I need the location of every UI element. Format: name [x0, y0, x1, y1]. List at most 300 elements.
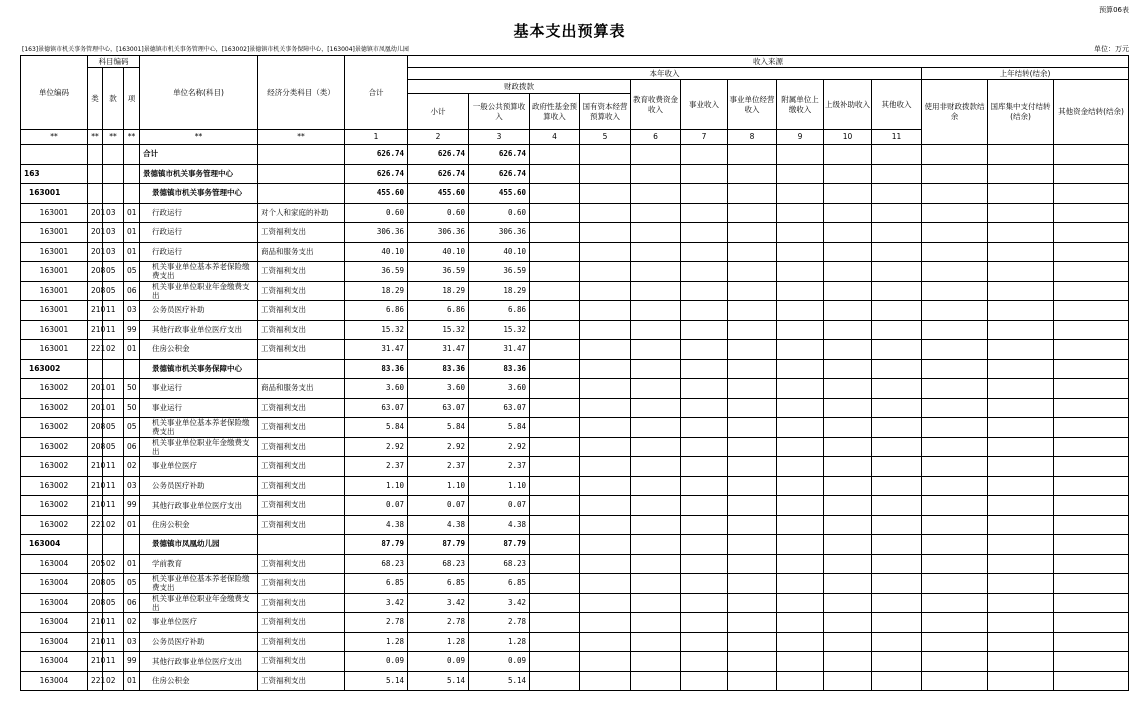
- cell-empty: [872, 632, 922, 652]
- cell-empty: [631, 535, 681, 555]
- cell-econ-class: 工资福利支出: [258, 437, 345, 457]
- cell-empty: [872, 418, 922, 438]
- cell-empty: [681, 281, 728, 301]
- cell-empty: [1054, 379, 1129, 399]
- cell-subtotal: 83.36: [408, 359, 469, 379]
- cell-empty: [824, 184, 872, 204]
- cell-empty: [681, 164, 728, 184]
- cell-unit-name: 其他行政事业单位医疗支出: [140, 320, 258, 340]
- cell-empty: [681, 535, 728, 555]
- cell-empty: [824, 242, 872, 262]
- cell-kuan: 05: [103, 281, 124, 301]
- cell-empty: [681, 613, 728, 633]
- cell-kuan: 02: [103, 340, 124, 360]
- cell-empty: [681, 340, 728, 360]
- cell-unit-name: 合计: [140, 145, 258, 165]
- budget-table: [20, 55, 1129, 691]
- cell-empty: [728, 242, 777, 262]
- cell-empty: [530, 359, 580, 379]
- cell-empty: [728, 340, 777, 360]
- cell-subtotal: 5.14: [408, 671, 469, 691]
- cell-unit-code: 163004: [21, 652, 88, 672]
- cell-empty: [872, 437, 922, 457]
- cell-empty: [872, 340, 922, 360]
- cell-econ-class: 商品和服务支出: [258, 379, 345, 399]
- cell-econ-class: 工资福利支出: [258, 574, 345, 594]
- cell-empty: [681, 359, 728, 379]
- cell-empty: [777, 398, 824, 418]
- cell-empty: [530, 652, 580, 672]
- cell-empty: [1054, 145, 1129, 165]
- page-title: 基本支出预算表: [513, 22, 626, 40]
- cell-empty: [777, 593, 824, 613]
- cell-empty: [580, 379, 631, 399]
- cell-empty: [530, 671, 580, 691]
- cell-empty: [728, 632, 777, 652]
- cell-empty: [777, 437, 824, 457]
- cell-subtotal: 3.60: [408, 379, 469, 399]
- cell-unit-code: 163002: [21, 379, 88, 399]
- cell-kuan: 01: [103, 398, 124, 418]
- cell-empty: [922, 223, 988, 243]
- cell-empty: [728, 281, 777, 301]
- hdr-unit-name: 单位名称(科目): [140, 56, 258, 130]
- hdr-unit-code: 单位编码: [21, 56, 88, 130]
- cell-kuan: 11: [103, 496, 124, 516]
- table-row: [21, 281, 1129, 301]
- cell-empty: [631, 554, 681, 574]
- cell-econ-class: [258, 535, 345, 555]
- table-body: [21, 145, 1129, 691]
- table-row: [21, 184, 1129, 204]
- cell-empty: [988, 418, 1054, 438]
- cell-empty: [777, 164, 824, 184]
- cell-econ-class: [258, 145, 345, 165]
- cell-empty: [631, 574, 681, 594]
- cell-empty: [728, 593, 777, 613]
- cell-empty: [872, 398, 922, 418]
- cell-empty: [988, 320, 1054, 340]
- cell-total: 626.74: [345, 164, 408, 184]
- cell-unit-name: 公务员医疗补助: [140, 476, 258, 496]
- cell-empty: [530, 262, 580, 282]
- cell-empty: [872, 574, 922, 594]
- cell-empty: [872, 301, 922, 321]
- table-row: [21, 320, 1129, 340]
- cell-empty: [824, 145, 872, 165]
- cell-empty: [988, 164, 1054, 184]
- cell-empty: [530, 340, 580, 360]
- cell-total: 626.74: [345, 145, 408, 165]
- cell-total: 0.60: [345, 203, 408, 223]
- cell-empty: [681, 652, 728, 672]
- cell-empty: [728, 223, 777, 243]
- cell-empty: [530, 320, 580, 340]
- cell-kuan: 11: [103, 613, 124, 633]
- cell-empty: [580, 535, 631, 555]
- cell-empty: [681, 320, 728, 340]
- unit-label: 单位：万元: [1094, 45, 1129, 53]
- cell-empty: [824, 632, 872, 652]
- cell-xiang: [124, 164, 140, 184]
- cell-unit-name: 事业单位医疗: [140, 457, 258, 477]
- cell-empty: [824, 223, 872, 243]
- cell-unit-code: 163001: [21, 301, 88, 321]
- cell-subtotal: 2.78: [408, 613, 469, 633]
- cell-empty: [777, 203, 824, 223]
- cell-empty: [631, 398, 681, 418]
- cell-lei: 210: [88, 632, 103, 652]
- index-cell: **: [140, 130, 258, 145]
- cell-empty: [580, 476, 631, 496]
- cell-empty: [922, 262, 988, 282]
- cell-empty: [824, 671, 872, 691]
- cell-unit-code: 163002: [21, 476, 88, 496]
- cell-subtotal: 87.79: [408, 535, 469, 555]
- index-cell: **: [258, 130, 345, 145]
- cell-subtotal: 306.36: [408, 223, 469, 243]
- cell-empty: [872, 223, 922, 243]
- cell-unit-code: 163004: [21, 535, 88, 555]
- cell-empty: [631, 496, 681, 516]
- cell-unit-code: 163001: [21, 242, 88, 262]
- cell-empty: [580, 496, 631, 516]
- index-cell: **: [88, 130, 103, 145]
- cell-econ-class: 工资福利支出: [258, 340, 345, 360]
- cell-empty: [631, 203, 681, 223]
- cell-lei: 201: [88, 242, 103, 262]
- cell-empty: [922, 242, 988, 262]
- cell-empty: [580, 652, 631, 672]
- cell-unit-name: 景德镇市机关事务保障中心: [140, 359, 258, 379]
- cell-empty: [922, 437, 988, 457]
- cell-empty: [530, 496, 580, 516]
- cell-subtotal: 626.74: [408, 164, 469, 184]
- cell-subtotal: 6.86: [408, 301, 469, 321]
- cell-total: 83.36: [345, 359, 408, 379]
- table-row: [21, 379, 1129, 399]
- cell-xiang: [124, 535, 140, 555]
- cell-unit-name: 住房公积金: [140, 340, 258, 360]
- cell-total: 18.29: [345, 281, 408, 301]
- cell-empty: [530, 515, 580, 535]
- cell-lei: 208: [88, 418, 103, 438]
- cell-empty: [824, 301, 872, 321]
- form-number: 预算06表: [1099, 6, 1129, 14]
- cell-total: 5.14: [345, 671, 408, 691]
- cell-empty: [1054, 359, 1129, 379]
- cell-empty: [872, 457, 922, 477]
- cell-empty: [777, 574, 824, 594]
- cell-empty: [922, 418, 988, 438]
- cell-empty: [1054, 574, 1129, 594]
- table-row: [21, 223, 1129, 243]
- cell-xiang: 01: [124, 671, 140, 691]
- cell-empty: [988, 593, 1054, 613]
- cell-empty: [824, 379, 872, 399]
- hdr-income-source: 收入来源: [408, 56, 1129, 68]
- cell-empty: [922, 359, 988, 379]
- cell-unit-code: 163004: [21, 632, 88, 652]
- table-row: [21, 418, 1129, 438]
- index-cell: 10: [824, 130, 872, 145]
- cell-empty: [777, 457, 824, 477]
- cell-unit-name: 机关事业单位基本养老保险缴费支出: [140, 418, 258, 438]
- cell-empty: [631, 671, 681, 691]
- cell-total: 63.07: [345, 398, 408, 418]
- cell-empty: [777, 476, 824, 496]
- cell-empty: [580, 262, 631, 282]
- cell-lei: 208: [88, 593, 103, 613]
- hdr-sub-unit: 附属单位上缴收入: [777, 80, 824, 130]
- cell-unit-name: 机关事业单位基本养老保险缴费支出: [140, 262, 258, 282]
- table-row: [21, 359, 1129, 379]
- cell-total: 68.23: [345, 554, 408, 574]
- cell-general-budget: 6.86: [469, 301, 530, 321]
- cell-total: 2.92: [345, 437, 408, 457]
- cell-empty: [530, 379, 580, 399]
- cell-empty: [728, 496, 777, 516]
- cell-subtotal: 15.32: [408, 320, 469, 340]
- cell-empty: [681, 671, 728, 691]
- cell-total: 0.07: [345, 496, 408, 516]
- cell-lei: 210: [88, 652, 103, 672]
- cell-empty: [681, 515, 728, 535]
- cell-empty: [988, 476, 1054, 496]
- hdr-last-year: 上年结转(结余): [922, 68, 1129, 80]
- cell-empty: [824, 437, 872, 457]
- cell-empty: [580, 437, 631, 457]
- cell-empty: [777, 554, 824, 574]
- hdr-fiscal: 财政拨款: [408, 80, 631, 94]
- cell-empty: [530, 203, 580, 223]
- cell-empty: [1054, 398, 1129, 418]
- cell-empty: [988, 281, 1054, 301]
- cell-empty: [824, 535, 872, 555]
- table-row: [21, 164, 1129, 184]
- cell-empty: [777, 184, 824, 204]
- cell-xiang: 03: [124, 476, 140, 496]
- cell-empty: [777, 652, 824, 672]
- cell-empty: [872, 613, 922, 633]
- index-cell: 4: [530, 130, 580, 145]
- cell-empty: [530, 281, 580, 301]
- cell-empty: [777, 379, 824, 399]
- cell-empty: [1054, 320, 1129, 340]
- cell-econ-class: 工资福利支出: [258, 652, 345, 672]
- cell-lei: 210: [88, 476, 103, 496]
- table-row: [21, 535, 1129, 555]
- cell-empty: [681, 574, 728, 594]
- cell-xiang: 06: [124, 593, 140, 613]
- cell-econ-class: 商品和服务支出: [258, 242, 345, 262]
- cell-kuan: 11: [103, 301, 124, 321]
- cell-empty: [988, 554, 1054, 574]
- cell-empty: [580, 281, 631, 301]
- cell-xiang: [124, 145, 140, 165]
- cell-subtotal: 1.28: [408, 632, 469, 652]
- cell-lei: 201: [88, 379, 103, 399]
- table-row: [21, 554, 1129, 574]
- cell-empty: [922, 476, 988, 496]
- cell-empty: [824, 515, 872, 535]
- cell-kuan: [103, 359, 124, 379]
- hdr-treasury-carry: 国库集中支付结转(结余): [988, 80, 1054, 145]
- cell-empty: [872, 145, 922, 165]
- cell-empty: [777, 359, 824, 379]
- cell-subtotal: 455.60: [408, 184, 469, 204]
- cell-empty: [1054, 164, 1129, 184]
- cell-empty: [988, 437, 1054, 457]
- cell-unit-name: 行政运行: [140, 223, 258, 243]
- cell-empty: [728, 671, 777, 691]
- cell-empty: [1054, 476, 1129, 496]
- cell-kuan: 11: [103, 476, 124, 496]
- cell-empty: [580, 320, 631, 340]
- index-cell: 7: [681, 130, 728, 145]
- cell-empty: [922, 301, 988, 321]
- cell-subtotal: 1.10: [408, 476, 469, 496]
- cell-empty: [580, 457, 631, 477]
- cell-unit-name: 机关事业单位职业年金缴费支出: [140, 437, 258, 457]
- cell-unit-code: 163004: [21, 574, 88, 594]
- cell-empty: [872, 496, 922, 516]
- cell-empty: [1054, 262, 1129, 282]
- cell-xiang: 01: [124, 340, 140, 360]
- cell-empty: [922, 613, 988, 633]
- hdr-lei: 类: [88, 68, 103, 130]
- cell-econ-class: 工资福利支出: [258, 301, 345, 321]
- cell-empty: [580, 359, 631, 379]
- cell-empty: [728, 184, 777, 204]
- cell-general-budget: 626.74: [469, 145, 530, 165]
- cell-empty: [580, 418, 631, 438]
- cell-unit-code: 163002: [21, 398, 88, 418]
- cell-lei: [88, 359, 103, 379]
- cell-lei: 208: [88, 437, 103, 457]
- cell-xiang: 01: [124, 223, 140, 243]
- cell-unit-name: 机关事业单位职业年金缴费支出: [140, 281, 258, 301]
- cell-empty: [631, 437, 681, 457]
- cell-total: 1.28: [345, 632, 408, 652]
- cell-empty: [988, 535, 1054, 555]
- cell-general-budget: 626.74: [469, 164, 530, 184]
- cell-empty: [777, 281, 824, 301]
- cell-empty: [1054, 203, 1129, 223]
- cell-empty: [681, 145, 728, 165]
- cell-general-budget: 4.38: [469, 515, 530, 535]
- units-description: [163]景德镇市机关事务管理中心，[163001]景德镇市机关事务管理中心，[163002]景德镇市机关事务保障中心，[163004]景德镇市凤凰幼儿园: [22, 46, 409, 53]
- cell-empty: [530, 535, 580, 555]
- cell-empty: [988, 671, 1054, 691]
- cell-general-budget: 1.28: [469, 632, 530, 652]
- hdr-biz-operating: 事业单位经营收入: [728, 80, 777, 130]
- cell-kuan: 02: [103, 515, 124, 535]
- cell-subtotal: 63.07: [408, 398, 469, 418]
- cell-empty: [580, 593, 631, 613]
- cell-empty: [824, 398, 872, 418]
- cell-general-budget: 2.37: [469, 457, 530, 477]
- cell-xiang: 05: [124, 418, 140, 438]
- hdr-total: 合计: [345, 56, 408, 130]
- cell-general-budget: 15.32: [469, 320, 530, 340]
- cell-unit-code: 163: [21, 164, 88, 184]
- cell-empty: [681, 457, 728, 477]
- table-row: [21, 301, 1129, 321]
- cell-empty: [530, 398, 580, 418]
- cell-empty: [1054, 437, 1129, 457]
- cell-empty: [728, 515, 777, 535]
- cell-empty: [922, 379, 988, 399]
- cell-empty: [824, 613, 872, 633]
- cell-xiang: 01: [124, 554, 140, 574]
- cell-empty: [728, 535, 777, 555]
- cell-xiang: [124, 184, 140, 204]
- table-row: [21, 652, 1129, 672]
- cell-empty: [728, 164, 777, 184]
- cell-empty: [681, 496, 728, 516]
- cell-unit-name: 景德镇市凤凰幼儿园: [140, 535, 258, 555]
- hdr-gov-fund: 政府性基金预算收入: [530, 94, 580, 130]
- cell-general-budget: 0.60: [469, 203, 530, 223]
- cell-empty: [580, 301, 631, 321]
- cell-empty: [922, 457, 988, 477]
- cell-unit-name: 公务员医疗补助: [140, 301, 258, 321]
- table-row: [21, 203, 1129, 223]
- table-row: [21, 145, 1129, 165]
- cell-kuan: 05: [103, 262, 124, 282]
- cell-empty: [580, 340, 631, 360]
- cell-empty: [988, 652, 1054, 672]
- cell-general-budget: 36.59: [469, 262, 530, 282]
- cell-lei: 210: [88, 301, 103, 321]
- cell-empty: [922, 320, 988, 340]
- cell-empty: [922, 164, 988, 184]
- cell-empty: [580, 554, 631, 574]
- cell-empty: [681, 437, 728, 457]
- cell-empty: [530, 632, 580, 652]
- cell-empty: [530, 437, 580, 457]
- cell-general-budget: 18.29: [469, 281, 530, 301]
- cell-xiang: 01: [124, 203, 140, 223]
- cell-empty: [631, 145, 681, 165]
- cell-empty: [824, 574, 872, 594]
- cell-empty: [824, 496, 872, 516]
- cell-kuan: 05: [103, 437, 124, 457]
- cell-empty: [777, 671, 824, 691]
- cell-lei: 201: [88, 398, 103, 418]
- cell-xiang: 03: [124, 632, 140, 652]
- cell-total: 87.79: [345, 535, 408, 555]
- cell-econ-class: 对个人和家庭的补助: [258, 203, 345, 223]
- table-row: [21, 457, 1129, 477]
- cell-lei: 201: [88, 223, 103, 243]
- cell-econ-class: 工资福利支出: [258, 476, 345, 496]
- cell-empty: [530, 145, 580, 165]
- cell-empty: [530, 476, 580, 496]
- cell-empty: [824, 281, 872, 301]
- cell-empty: [824, 476, 872, 496]
- cell-empty: [824, 418, 872, 438]
- cell-general-budget: 63.07: [469, 398, 530, 418]
- cell-econ-class: 工资福利支出: [258, 223, 345, 243]
- cell-empty: [777, 320, 824, 340]
- cell-subtotal: 0.60: [408, 203, 469, 223]
- cell-xiang: 99: [124, 652, 140, 672]
- cell-empty: [824, 262, 872, 282]
- cell-unit-code: 163001: [21, 184, 88, 204]
- cell-subtotal: 2.37: [408, 457, 469, 477]
